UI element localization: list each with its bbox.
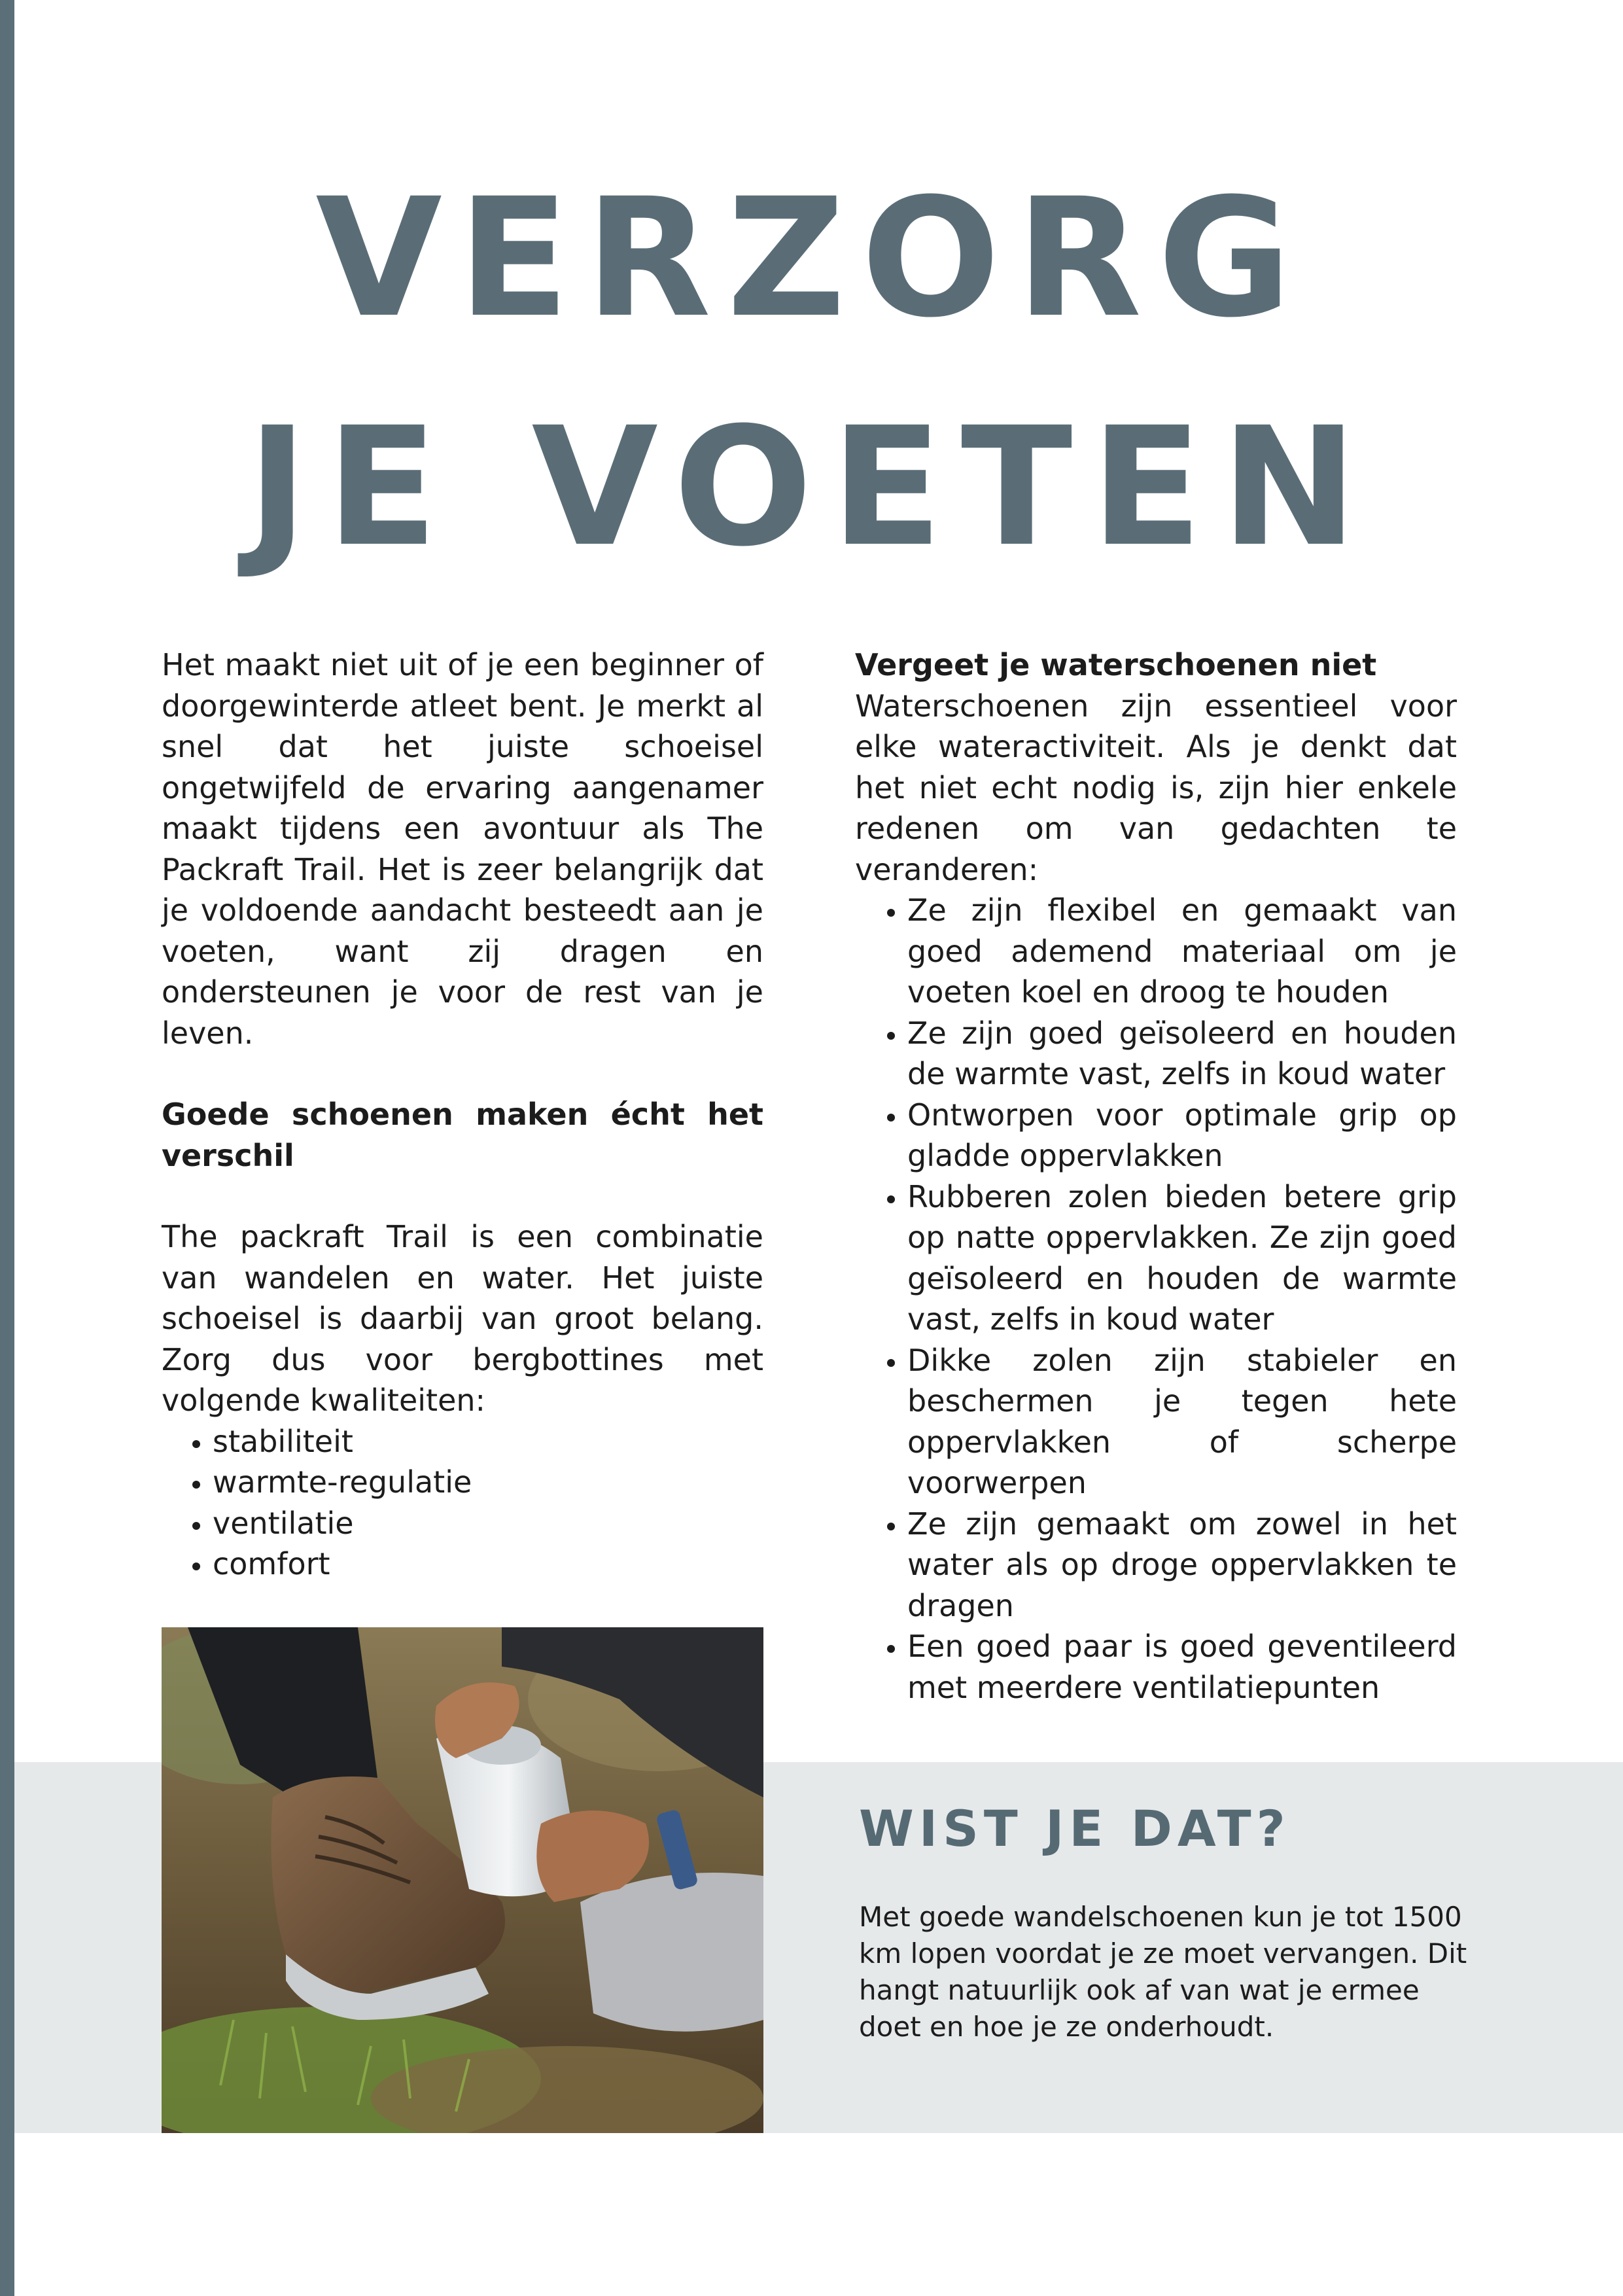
left-column <box>162 645 763 1585</box>
list-item: • stabiliteit <box>213 1421 763 1462</box>
watershoes-paragraph: Waterschoenen zijn essentieel voor elke wateractiviteit. Als je denkt dat het niet echt nodig is, zijn hier enkele redenen om van gedachten te veranderen: <box>855 688 1457 887</box>
list-item: • comfort <box>213 1544 763 1585</box>
page-title-line-1: VERZORG <box>315 163 1308 353</box>
list-item: • Rubberen zolen bieden betere grip op natte oppervlakken. Ze zijn goed geïsoleerd en houden de warmte vast, zelfs in koud water <box>907 1176 1457 1340</box>
boot-taping-photo <box>162 1627 763 2133</box>
list-item: • warmte-regulatie <box>213 1462 763 1503</box>
intro-paragraph: Het maakt niet uit of je een beginner of doorgewinterde atleet bent. Je merkt al snel dat het juiste schoeisel ongetwijfeld de ervaring aangenamer maakt tijdens een avontuur als The Packraft Trail. Het is zeer belangrijk dat je voldoende aandacht besteedt aan je voeten, want zij dragen en ondersteunen je voor de rest van je leven. <box>162 647 763 1051</box>
list-item: • Een goed paar is goed geventileerd met meerdere ventilatiepunten <box>907 1626 1457 1708</box>
shoes-paragraph: The packraft Trail is een combinatie van wandelen en water. Het juiste schoeisel is daarbij van groot belang. Zorg dus voor bergbottines met volgende kwaliteiten: <box>162 1219 763 1418</box>
watershoes-heading: Vergeet je waterschoenen niet <box>855 647 1377 682</box>
side-accent-bar <box>0 0 14 2296</box>
list-item: • Dikke zolen zijn stabieler en beschermen je tegen hete oppervlakken of scherpe voorwerpen <box>907 1340 1457 1504</box>
list-item: • Ontworpen voor optimale grip op gladde oppervlakken <box>907 1095 1457 1176</box>
list-item: • Ze zijn goed geïsoleerd en houden de warmte vast, zelfs in koud water <box>907 1013 1457 1095</box>
did-you-know-text: Met goede wandelschoenen kun je tot 1500 km lopen voordat je ze moet vervangen. Dit hangt natuurlijk ook af van wat je ermee doet en hoe je ze onderhoudt. <box>859 1901 1467 2043</box>
watershoes-list <box>855 890 1457 1708</box>
page-title-line-2: JE VOETEN <box>247 392 1376 582</box>
qualities-list <box>162 1421 763 1585</box>
list-item: • Ze zijn gemaakt om zowel in het water als op droge oppervlakken te dragen <box>907 1504 1457 1627</box>
did-you-know-title: WIST JE DAT? <box>859 1799 1291 1858</box>
right-column <box>855 645 1457 1708</box>
list-item: • Ze zijn flexibel en gemaakt van goed ademend materiaal om je voeten koel en droog te houden <box>907 890 1457 1013</box>
list-item: • ventilatie <box>213 1503 763 1544</box>
did-you-know-box <box>859 1799 1474 2045</box>
shoes-heading: Goede schoenen maken écht het verschil <box>162 1097 763 1173</box>
